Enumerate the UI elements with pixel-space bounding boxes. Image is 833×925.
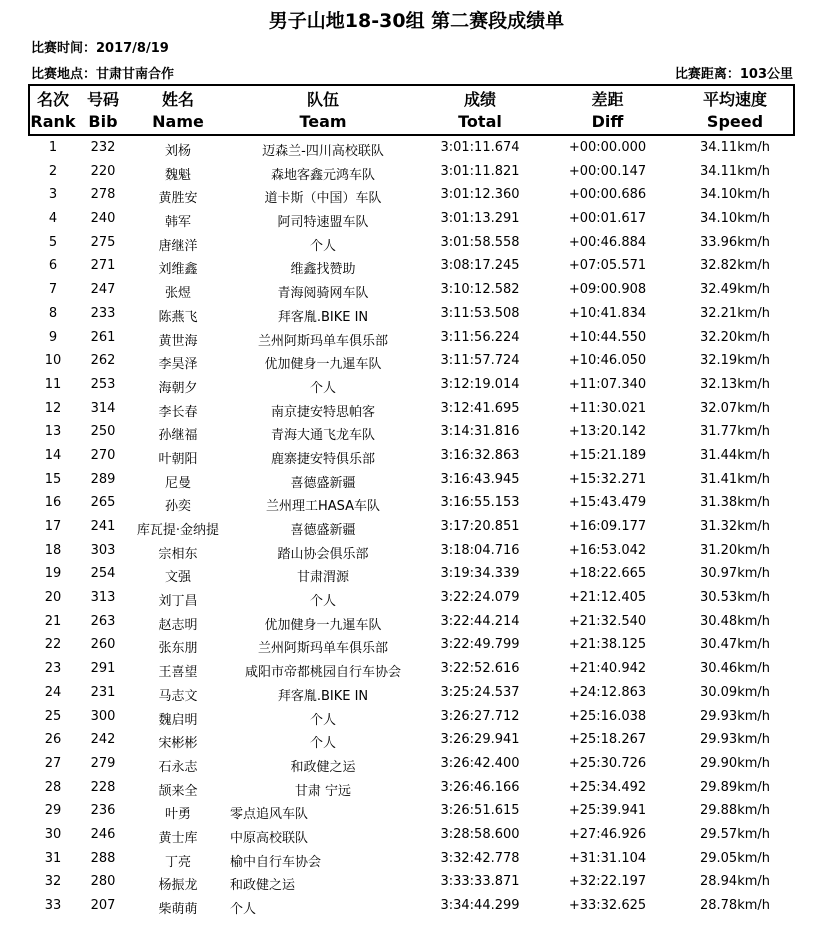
rank-cell: 9 — [48, 329, 58, 345]
bib-cell: 246 — [90, 826, 116, 842]
header-diff-en: Diff — [591, 112, 624, 131]
table-row — [0, 776, 833, 800]
name-cell: 刘杨 — [164, 144, 191, 159]
total-cell: 3:11:56.224 — [440, 329, 520, 345]
total-cell: 3:16:55.153 — [440, 495, 520, 511]
total-cell: 3:22:49.799 — [440, 637, 520, 653]
diff-cell: +10:41.834 — [568, 305, 647, 321]
bib-cell: 303 — [90, 542, 116, 558]
team-cell: 迈森兰-四川高校联队 — [262, 144, 384, 159]
table-row — [0, 657, 833, 681]
total-cell: 3:26:42.400 — [440, 755, 520, 771]
bib-cell: 291 — [90, 661, 116, 677]
bib-cell: 260 — [90, 637, 116, 653]
race-distance: 比赛距离：103公里 — [674, 67, 793, 82]
speed-cell: 30.97km/h — [699, 566, 771, 582]
table-row — [0, 681, 833, 705]
diff-cell: +25:34.492 — [568, 779, 647, 795]
diff-cell: +25:16.038 — [568, 708, 647, 724]
table-row — [0, 799, 833, 823]
header-name-en: Name — [152, 112, 204, 131]
name-cell: 丁亮 — [164, 854, 191, 870]
bib-cell: 280 — [90, 874, 116, 890]
bib-cell: 228 — [90, 779, 116, 795]
name-cell: 宋彬彬 — [158, 736, 198, 752]
name-cell: 李昊泽 — [158, 357, 198, 373]
total-cell: 3:11:57.724 — [440, 353, 520, 369]
speed-cell: 34.11km/h — [699, 163, 771, 179]
diff-cell: +15:21.189 — [568, 447, 647, 463]
total-cell: 3:28:58.600 — [440, 826, 520, 842]
speed-cell: 32.21km/h — [699, 305, 771, 321]
bib-cell: 220 — [90, 163, 116, 179]
total-cell: 3:11:53.508 — [440, 305, 520, 321]
total-cell: 3:01:58.558 — [440, 234, 520, 250]
speed-cell: 30.53km/h — [699, 590, 771, 606]
bib-cell: 314 — [90, 400, 116, 416]
name-cell: 孙奕 — [164, 499, 191, 515]
diff-cell: +07:05.571 — [568, 258, 647, 274]
name-cell: 文强 — [164, 570, 191, 586]
rank-cell: 19 — [44, 566, 62, 582]
team-cell: 个人 — [230, 902, 257, 917]
rank-cell: 32 — [44, 874, 62, 890]
diff-cell: +00:00.000 — [568, 140, 647, 155]
speed-cell: 28.78km/h — [699, 898, 771, 913]
table-row — [0, 397, 833, 421]
results-table-body — [0, 136, 833, 918]
diff-cell: +21:40.942 — [568, 661, 647, 677]
team-cell: 咸阳市帝都桃园自行车协会 — [244, 665, 401, 681]
bib-cell: 250 — [90, 424, 116, 440]
rank-cell: 33 — [44, 898, 62, 913]
total-cell: 3:01:11.674 — [440, 140, 520, 155]
rank-cell: 23 — [44, 661, 62, 677]
bib-cell: 300 — [90, 708, 116, 724]
name-cell: 张东朋 — [158, 641, 198, 657]
team-cell: 个人 — [309, 380, 336, 396]
team-cell: 维鑫找赞助 — [290, 262, 356, 278]
speed-cell: 29.88km/h — [699, 803, 771, 819]
bib-cell: 240 — [90, 211, 116, 227]
speed-cell: 29.93km/h — [699, 732, 771, 748]
team-cell: 甘肃渭源 — [296, 570, 349, 586]
speed-cell: 31.41km/h — [699, 471, 771, 487]
header-name-cn: 姓名 — [161, 90, 194, 109]
header-team-cn: 队伍 — [306, 90, 339, 109]
bib-cell: 279 — [90, 755, 116, 771]
team-cell: 阿司特速盟车队 — [277, 215, 369, 231]
name-cell: 刘维鑫 — [158, 262, 198, 278]
speed-cell: 34.10km/h — [699, 187, 771, 203]
header-speed-cn: 平均速度 — [702, 90, 767, 109]
page-title: 男子山地18-30组 第二赛段成绩单 — [268, 10, 565, 32]
header-total-en: Total — [458, 112, 502, 131]
total-cell: 3:26:51.615 — [440, 803, 520, 819]
table-row — [0, 326, 833, 350]
team-cell: 个人 — [309, 238, 336, 254]
name-cell: 王喜望 — [158, 665, 198, 681]
header-rank-cn: 名次 — [36, 90, 69, 109]
diff-cell: +31:31.104 — [568, 850, 647, 866]
diff-cell: +16:53.042 — [568, 542, 647, 558]
rank-cell: 11 — [44, 376, 62, 392]
name-cell: 韩军 — [164, 215, 191, 231]
total-cell: 3:14:31.816 — [440, 424, 520, 440]
speed-cell: 34.11km/h — [699, 140, 771, 155]
name-cell: 海朝夕 — [158, 380, 198, 396]
diff-cell: +16:09.177 — [568, 519, 647, 534]
rank-cell: 29 — [44, 803, 62, 819]
bib-cell: 262 — [90, 353, 116, 369]
total-cell: 3:25:24.537 — [440, 684, 520, 700]
rank-cell: 6 — [48, 258, 58, 274]
diff-cell: +25:39.941 — [568, 803, 647, 819]
name-cell: 黄胜安 — [158, 191, 198, 207]
rank-cell: 4 — [48, 211, 58, 227]
name-cell: 宗相东 — [158, 546, 198, 562]
total-cell: 3:12:19.014 — [440, 376, 520, 392]
speed-cell: 29.89km/h — [699, 779, 771, 795]
total-cell: 3:16:43.945 — [440, 471, 520, 487]
bib-cell: 242 — [90, 732, 116, 748]
diff-cell: +24:12.863 — [568, 684, 647, 700]
speed-cell: 29.90km/h — [699, 755, 771, 771]
table-header-cn — [28, 87, 795, 111]
speed-cell: 31.20km/h — [699, 542, 771, 558]
total-cell: 3:16:32.863 — [440, 447, 520, 463]
diff-cell: +00:01.617 — [568, 211, 647, 227]
total-cell: 3:26:29.941 — [440, 732, 520, 748]
table-header-en — [28, 112, 795, 136]
total-cell: 3:34:44.299 — [440, 898, 520, 913]
speed-cell: 31.38km/h — [699, 495, 771, 511]
diff-cell: +21:38.125 — [568, 637, 647, 653]
speed-cell: 32.07km/h — [699, 400, 771, 416]
total-cell: 3:17:20.851 — [440, 519, 520, 534]
team-cell: 和政健之运 — [230, 878, 296, 894]
rank-cell: 18 — [44, 542, 62, 558]
rank-cell: 14 — [44, 447, 62, 463]
rank-cell: 21 — [44, 613, 62, 629]
name-cell: 唐继洋 — [158, 238, 198, 254]
rank-cell: 13 — [44, 424, 62, 440]
name-cell: 颉来全 — [158, 783, 198, 799]
total-cell: 3:22:52.616 — [440, 661, 520, 677]
rank-cell: 27 — [44, 755, 62, 771]
rank-cell: 31 — [44, 850, 62, 866]
team-cell: 兰州阿斯玛单车俱乐部 — [257, 641, 388, 657]
table-row — [0, 349, 833, 373]
team-cell: 个人 — [309, 594, 336, 610]
name-cell: 黄士库 — [158, 830, 198, 846]
bib-cell: 232 — [90, 140, 116, 155]
rank-cell: 1 — [48, 140, 58, 155]
diff-cell: +09:00.908 — [568, 282, 647, 298]
team-cell: 榆中自行车协会 — [230, 854, 322, 870]
bib-cell: 289 — [90, 471, 116, 487]
name-cell: 孙继福 — [158, 428, 198, 444]
name-cell: 赵志明 — [158, 617, 198, 633]
diff-cell: +21:32.540 — [568, 613, 647, 629]
speed-cell: 32.49km/h — [699, 282, 771, 298]
speed-cell: 31.77km/h — [699, 424, 771, 440]
header-rank-en: Rank — [30, 112, 76, 131]
table-row — [0, 373, 833, 397]
table-row — [0, 420, 833, 444]
speed-cell: 29.05km/h — [699, 850, 771, 866]
speed-cell: 29.93km/h — [699, 708, 771, 724]
name-cell: 石永志 — [158, 759, 198, 775]
header-bib-en: Bib — [88, 112, 118, 131]
total-cell: 3:01:12.360 — [440, 187, 520, 203]
diff-cell: +15:43.479 — [568, 495, 647, 511]
rank-cell: 25 — [44, 708, 62, 724]
team-cell: 零点追风车队 — [230, 807, 309, 823]
table-row — [0, 562, 833, 586]
name-cell: 马志文 — [158, 688, 198, 704]
table-row — [0, 231, 833, 255]
bib-cell: 207 — [90, 898, 116, 913]
rank-cell: 2 — [48, 163, 58, 179]
table-row — [0, 847, 833, 871]
team-cell: 青海大通飞龙车队 — [270, 428, 375, 444]
total-cell: 3:33:33.871 — [440, 874, 520, 890]
diff-cell: +00:00.147 — [568, 163, 647, 179]
team-cell: 优加健身一九暹车队 — [264, 617, 382, 633]
table-row — [0, 302, 833, 326]
team-cell: 喜德盛新疆 — [290, 523, 356, 538]
table-row — [0, 539, 833, 563]
speed-cell: 32.19km/h — [699, 353, 771, 369]
bib-cell: 288 — [90, 850, 116, 866]
name-cell: 魏启明 — [158, 712, 198, 728]
rank-cell: 12 — [44, 400, 62, 416]
diff-cell: +11:30.021 — [568, 400, 647, 416]
rank-cell: 20 — [44, 590, 62, 606]
table-row — [0, 254, 833, 278]
speed-cell: 31.32km/h — [699, 519, 771, 534]
name-cell: 尼曼 — [164, 475, 191, 491]
name-cell: 刘丁昌 — [158, 594, 198, 610]
speed-cell: 32.13km/h — [699, 376, 771, 392]
total-cell: 3:10:12.582 — [440, 282, 520, 298]
team-cell: 鹿寨捷安特俱乐部 — [270, 451, 375, 467]
team-cell: 道卡斯（中国）车队 — [264, 191, 382, 207]
name-cell: 柴萌萌 — [158, 902, 198, 917]
rank-cell: 7 — [48, 282, 58, 298]
speed-cell: 30.46km/h — [699, 661, 771, 677]
bib-cell: 247 — [90, 282, 116, 298]
header-speed-en: Speed — [706, 112, 764, 131]
header-bib-cn: 号码 — [86, 90, 119, 109]
total-cell: 3:18:04.716 — [440, 542, 520, 558]
name-cell: 陈燕飞 — [158, 309, 198, 325]
diff-cell: +00:46.884 — [568, 234, 647, 250]
rank-cell: 30 — [44, 826, 62, 842]
table-row — [0, 586, 833, 610]
rank-cell: 17 — [44, 519, 62, 534]
header-diff-cn: 差距 — [591, 90, 624, 109]
race-location: 比赛地点：甘肃甘南合作 — [31, 67, 175, 82]
speed-cell: 29.57km/h — [699, 826, 771, 842]
table-row — [0, 728, 833, 752]
total-cell: 3:08:17.245 — [440, 258, 520, 274]
bib-cell: 263 — [90, 613, 116, 629]
team-cell: 拜客胤.BIKE IN — [277, 688, 369, 704]
team-cell: 个人 — [309, 712, 336, 728]
diff-cell: +11:07.340 — [568, 376, 647, 392]
team-cell: 拜客胤.BIKE IN — [277, 309, 369, 325]
name-cell: 杨振龙 — [158, 878, 198, 894]
name-cell: 库瓦提·金纳提 — [136, 523, 220, 538]
table-row — [0, 752, 833, 776]
name-cell: 李长春 — [158, 404, 198, 420]
bib-cell: 265 — [90, 495, 116, 511]
team-cell: 南京捷安特思帕客 — [270, 404, 375, 420]
table-row — [0, 278, 833, 302]
rank-cell: 24 — [44, 684, 62, 700]
bib-cell: 275 — [90, 234, 116, 250]
team-cell: 青海阅骑网车队 — [277, 286, 369, 302]
team-cell: 兰州阿斯玛单车俱乐部 — [257, 333, 388, 349]
table-row — [0, 633, 833, 657]
table-row — [0, 136, 833, 160]
diff-cell: +33:32.625 — [568, 898, 647, 913]
name-cell: 黄世海 — [158, 333, 198, 349]
rank-cell: 26 — [44, 732, 62, 748]
total-cell: 3:01:13.291 — [440, 211, 520, 227]
speed-cell: 32.20km/h — [699, 329, 771, 345]
table-row — [0, 705, 833, 729]
team-cell: 踏山协会俱乐部 — [277, 546, 369, 562]
diff-cell: +18:22.665 — [568, 566, 647, 582]
diff-cell: +21:12.405 — [568, 590, 647, 606]
name-cell: 叶朝阳 — [158, 451, 198, 467]
diff-cell: +13:20.142 — [568, 424, 647, 440]
speed-cell: 31.44km/h — [699, 447, 771, 463]
diff-cell: +27:46.926 — [568, 826, 647, 842]
rank-cell: 8 — [48, 305, 58, 321]
table-row — [0, 870, 833, 894]
diff-cell: +25:18.267 — [568, 732, 647, 748]
team-cell: 个人 — [309, 736, 336, 752]
table-row — [0, 160, 833, 184]
rank-cell: 28 — [44, 779, 62, 795]
team-cell: 森地客鑫元鸿车队 — [270, 167, 375, 183]
total-cell: 3:12:41.695 — [440, 400, 520, 416]
table-row — [0, 894, 833, 918]
bib-cell: 254 — [90, 566, 116, 582]
total-cell: 3:19:34.339 — [440, 566, 520, 582]
rank-cell: 15 — [44, 471, 62, 487]
table-row — [0, 610, 833, 634]
team-cell: 甘肃 宁远 — [294, 783, 352, 799]
table-row — [0, 823, 833, 847]
table-row — [0, 207, 833, 231]
speed-cell: 28.94km/h — [699, 874, 771, 890]
total-cell: 3:26:46.166 — [440, 779, 520, 795]
speed-cell: 30.47km/h — [699, 637, 771, 653]
table-row — [0, 183, 833, 207]
total-cell: 3:01:11.821 — [440, 163, 520, 179]
name-cell: 叶勇 — [164, 807, 191, 823]
total-cell: 3:26:27.712 — [440, 708, 520, 724]
rank-cell: 16 — [44, 495, 62, 511]
speed-cell: 34.10km/h — [699, 211, 771, 227]
diff-cell: +10:46.050 — [568, 353, 647, 369]
table-row — [0, 468, 833, 492]
diff-cell: +00:00.686 — [568, 187, 647, 203]
table-row — [0, 491, 833, 515]
bib-cell: 278 — [90, 187, 116, 203]
bib-cell: 261 — [90, 329, 116, 345]
header-team-en: Team — [299, 112, 347, 131]
total-cell: 3:22:44.214 — [440, 613, 520, 629]
name-cell: 张煜 — [164, 286, 191, 302]
bib-cell: 313 — [90, 590, 116, 606]
rank-cell: 22 — [44, 637, 62, 653]
team-cell: 喜德盛新疆 — [290, 475, 356, 491]
team-cell: 优加健身一九暹车队 — [264, 357, 382, 373]
team-cell: 兰州理工HASA车队 — [265, 499, 381, 515]
rank-cell: 3 — [48, 187, 58, 203]
team-cell: 和政健之运 — [290, 759, 356, 775]
total-cell: 3:22:24.079 — [440, 590, 520, 606]
name-cell: 魏魁 — [164, 167, 191, 183]
team-cell: 中原高校联队 — [230, 830, 309, 846]
diff-cell: +25:30.726 — [568, 755, 647, 771]
bib-cell: 231 — [90, 684, 116, 700]
table-row — [0, 515, 833, 539]
total-cell: 3:32:42.778 — [440, 850, 520, 866]
diff-cell: +10:44.550 — [568, 329, 647, 345]
speed-cell: 32.82km/h — [699, 258, 771, 274]
diff-cell: +32:22.197 — [568, 874, 647, 890]
bib-cell: 253 — [90, 376, 116, 392]
bib-cell: 233 — [90, 305, 116, 321]
race-date: 比赛时间：2017/8/19 — [31, 41, 169, 56]
bib-cell: 270 — [90, 447, 116, 463]
diff-cell: +15:32.271 — [568, 471, 647, 487]
bib-cell: 236 — [90, 803, 116, 819]
rank-cell: 10 — [44, 353, 62, 369]
speed-cell: 30.48km/h — [699, 613, 771, 629]
bib-cell: 271 — [90, 258, 116, 274]
header-total-cn: 成绩 — [463, 90, 496, 109]
table-row — [0, 444, 833, 468]
rank-cell: 5 — [48, 234, 58, 250]
bib-cell: 241 — [90, 519, 116, 534]
speed-cell: 33.96km/h — [699, 234, 771, 250]
speed-cell: 30.09km/h — [699, 684, 771, 700]
